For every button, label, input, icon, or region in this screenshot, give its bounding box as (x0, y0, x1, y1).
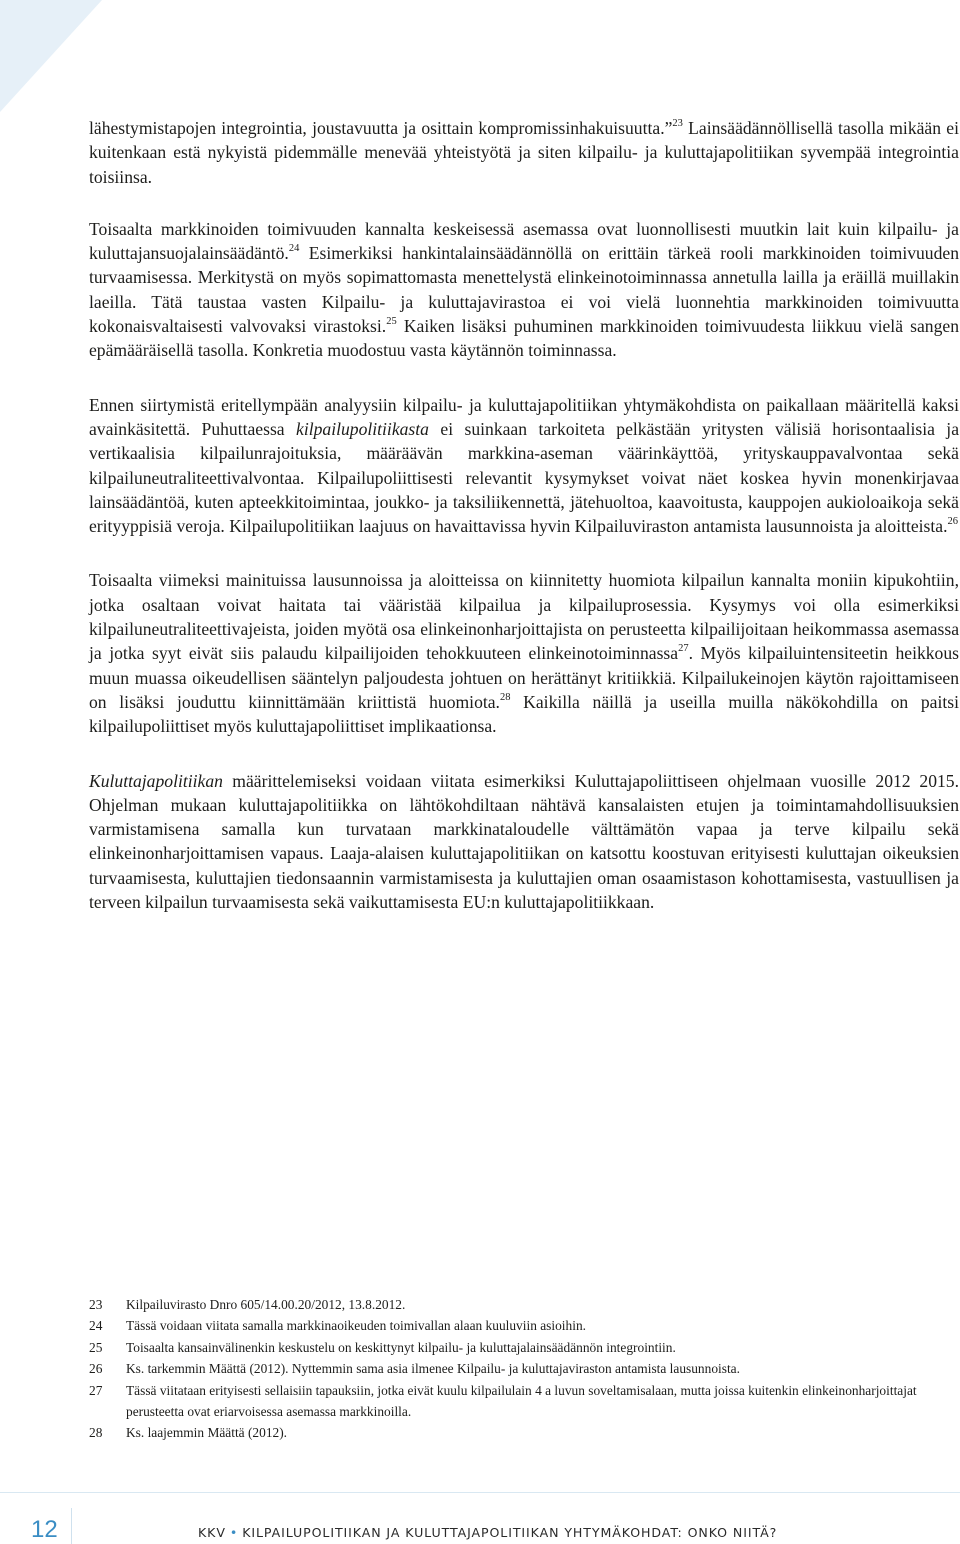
footnote-ref[interactable]: 24 (288, 243, 300, 255)
footer-rule (0, 1492, 960, 1493)
paragraph-text: Toisaalta viimeksi mainituissa lausunnoissa ja aloitteissa on kiinnitetty huomiota kilpailun kannalta moniin kipukohtiin, jotka osaltaan voivat haitata tai vääristää kilpailua ja kilpailuprosessia. Kysymys voi olla esimerkiksi kilpailuneutraliteettivajeista, joiden myötä osa elinkeinonharjoittajista on perusteetta kilpailijoitaan heikommassa asemassa ja jotka syyt eivät siis palaudu kilpailijoiden tehokkuuteen elinkeinotoiminnassa (89, 570, 959, 664)
footnote-item (89, 1315, 949, 1336)
page-number: 12 (31, 1516, 58, 1543)
footnote-text: Kilpailuvirasto Dnro 605/14.00.20/2012, 13.8.2012. (126, 1297, 406, 1312)
footnote-text: Ks. laajemmin Määttä (2012). (126, 1425, 288, 1441)
paragraph-text: . Myös kilpailuintensiteetin heikkous muun muassa oikeudellisen sääntelyn paljoudesta johtuen on herättänyt kritiikkiä. Kilpailukeinojen käytön rajoittamiseen on lisäksi jouduttu kiinnittämään kriittistä huomiota. (89, 643, 960, 712)
footnote-item (89, 1337, 949, 1358)
paragraph-text: Ennen siirtymistä eritellympään analyysiin kilpailu- ja kuluttajapolitiikan yhtymäkohdista on paikallaan määritellä kaksi avainkäsitettä. Puhuttaessa (89, 394, 959, 439)
footnote-number: 25 (89, 1339, 103, 1355)
footnote-text: Ks. tarkemmin Määttä (2012). Nyttemmin sama asia ilmenee Kilpailu- ja kuluttajaviraston antamista lausunnoista. (126, 1361, 740, 1377)
footnote-item (89, 1380, 949, 1423)
paragraph-2 (89, 217, 959, 363)
footnote-number: 26 (89, 1361, 103, 1377)
footnote-text: Tässä viitataan erityisesti sellaisiin tapauksiin, jotka eivät kuulu kilpailulain 4 a luvun soveltamisalaan, mutta joissa kuitenkin elinkeinonharjoittajat perusteetta ovat eriarvoisessa asemassa markkinoilla. (126, 1382, 917, 1420)
corner-decoration (0, 0, 110, 120)
paragraph-text: Lainsäädännöllisellä tasolla mikään ei kuitenkaan estä nykyistä pidemmälle menevää yhteistyötä ja siten kilpailu- ja kuluttajapolitiikan syvempää integrointia toisiinsa. (89, 118, 960, 187)
footnote-ref[interactable]: 23 (672, 118, 683, 130)
paragraph-text: Toisaalta markkinoiden toimivuuden kannalta keskeisessä asemassa ovat luonnollisesti muutkin lait kuin kilpailu- ja kuluttajansuojalainsäädäntö. (89, 218, 959, 264)
emphasized-term: Kuluttajapolitiikan (89, 770, 223, 791)
footnote-number: 28 (89, 1425, 103, 1441)
paragraph-text: ei suinkaan tarkoiteta pelkästään yritysten välisiä horisontaalisia ja vertikaalisia kilpailunrajoituksia, määräävän markkina-aseman väärinkäyttöä, yrityskauppavalvontaa sekä kilpailuneutraliteettivalvontaa. Kilpailupoliittisesti relevantit kysymykset voivat näet koskea hyvin monenkirjavaa lainsäädäntöä, kuten apteekkitoimintaa, joukko- ja taksiliikennettä, jätehuoltoa, kaavoitusta, kauppojen aukioloaikoja sekä erityyppisiä veroja. Kilpailupolitiikan laajuus on havaittavissa hyvin Kilpailuviraston antamista lausunnoista ja aloitteista. (89, 418, 959, 537)
footnote-item (89, 1422, 949, 1443)
footnote-ref[interactable]: 28 (499, 692, 511, 704)
main-text (89, 116, 959, 944)
paragraph-text: Esimerkiksi hankintalainsäädännöllä on erittäin tärkeä rooli markkinoiden toimivuuden turvaamisessa. Merkitystä on myös sopimattomasta menettelystä elinkeinotoiminnassa annetulla lailla ja eräillä muillakin laeilla. Tätä taustaa vasten Kilpailu- ja kuluttajavirastoa ei voi vielä luonnehtia markkinoiden toimivuutta kokonaisvaltaisesti valvovaksi virastoksi. (89, 243, 959, 337)
publication-title: KILPAILUPOLITIIKAN JA KULUTTAJAPOLITIIKAN YHTYMÄKOHDAT: ONKO NIITÄ? (242, 1525, 778, 1540)
footnote-item (89, 1358, 949, 1379)
paragraph-4 (89, 568, 959, 738)
running-footer (198, 1525, 777, 1540)
paragraph-text: lähestymistapojen integrointia, joustavuutta ja osittain kompromissinhakuisuutta.” (89, 118, 673, 138)
bullet-separator: • (229, 1525, 239, 1540)
paragraph-1 (89, 116, 959, 189)
paragraph-5 (89, 769, 959, 915)
paragraph-3 (89, 393, 959, 539)
footnote-ref[interactable]: 26 (947, 516, 958, 528)
footnote-number: 27 (89, 1382, 103, 1398)
footnote-text: Tässä voidaan viitata samalla markkinaoikeuden toimivallan alaan kuuluviin asioihin. (126, 1318, 586, 1334)
footnotes (89, 1294, 949, 1444)
footnote-item (89, 1294, 949, 1315)
emphasized-term: kilpailupolitiikasta (296, 418, 429, 439)
footnote-ref[interactable]: 25 (386, 316, 397, 328)
footnote-number: 24 (89, 1318, 103, 1334)
footnote-text: Toisaalta kansainvälinenkin keskustelu on keskittynyt kilpailu- ja kuluttajalainsäädännön integrointiin. (126, 1339, 676, 1355)
paragraph-text: Kaiken lisäksi puhuminen markkinoiden toimivuudesta liikkuu vielä sangen epämääräisellä tasolla. Konkretia muodostuu vasta käytännön toiminnassa. (89, 316, 959, 361)
footnote-number: 23 (89, 1297, 103, 1312)
footnote-ref[interactable]: 27 (678, 643, 689, 655)
paragraph-text: Kaikilla näillä ja useilla muilla näkökohdilla on paitsi kilpailupoliittiset myös kuluttajapoliittiset implikaationsa. (89, 691, 959, 737)
publisher-abbreviation: KKV (198, 1525, 226, 1540)
paragraph-text: määrittelemiseksi voidaan viitata esimerkiksi Kuluttajapoliittiseen ohjelmaan vuosille 2012 2015. Ohjelman mukaan kuluttajapolitiikka on lähtökohdiltaan nähtävä kansalaisten etujen ja toimintamahdollisuuksien varmistamisena samalla kun turvataan markkinataloudelle välttämätön vapaa ja terve kilpailu sekä elinkeinonharjoittamisen vapaus. Laaja-alaisen kuluttajapolitiikan on katsottu koostuvan erityisesti kuluttajan oikeuksien turvaamisesta, kuluttajien tiedonsaannin varmistamisesta ja kuluttajien oman osaamistason kohottamisesta, vastuullisen ja terveen kilpailun turvaamisesta sekä vaikuttamisesta EU:n kuluttajapolitiikkaan. (89, 770, 959, 913)
footer-divider (71, 1508, 72, 1544)
